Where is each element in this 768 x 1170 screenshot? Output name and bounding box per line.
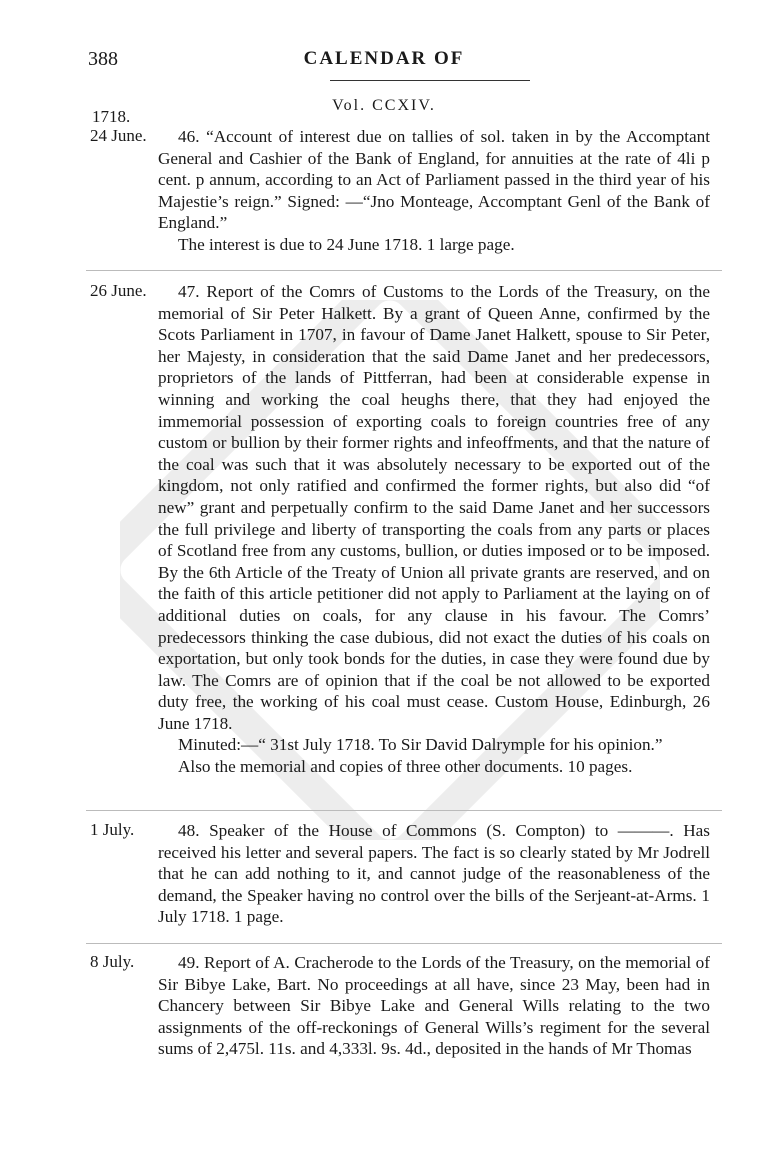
header-rule (330, 80, 530, 81)
entry-body (158, 281, 710, 778)
entry-paragraph: Minuted:—“ 31st July 1718. To Sir David Dalrymple for his opinion.” (178, 735, 663, 755)
entry-date: 8 July. (90, 952, 135, 971)
entry-divider (86, 943, 722, 944)
entry-body (158, 126, 710, 256)
entry-paragraph: The interest is due to 24 June 1718. 1 large page. (178, 234, 515, 254)
entry-paragraph: 46. “Account of interest due on tallies of sol. taken in by the Accomptant General and Cashier of the Bank of England, for annuities at the rate of 4li p cent. p annum, according to an Act of Parliament passed in the third year of his Majestie’s reign.” Signed: —“Jno Monteage, Accomptant Genl of the Bank of England.” (158, 127, 710, 233)
entry-paragraph: 47. Report of the Comrs of Customs to the Lords of the Treasury, on the memorial of Sir Peter Halkett. By a grant of Queen Anne, confirmed by the Scots Parliament in 1707, in favour of Dame Janet Halkett, spouse to Sir Peter, her Majesty, in consideration that the said Dame Janet and her predecessors, proprietors of the lands of Pittferran, had been at considerable expense in winning and working the coal heughs there, that they had enjoyed the immemorial possession of exporting coals to foreign countries free of any custom or bullion by their former rights and infeoffments, and that the nature of the coal was such that it was absolutely necessary to be exported out of the kingdom, not only ratified and confirmed the former rights, but also did “of new” grant and perpetually confirm to the said Dame Janet and her successors the full privilege and liberty of transporting the coals from any parts or places of Scotland free from any customs, bullion, or duties imposed or to be imposed. By the 6th Article of the Treaty of Union all private grants are reserved, and on the faith of this article petitioner did not apply to Parliament at the laying on of additional duties on coals, for any clause in his favour. The Comrs’ predecessors thinking the case dubious, did not exact the duties of his coals on exportation, but only took bonds for the duties, in case they were found due by law. The Comrs are of opinion that if the coal be not allowed to be exported duty free, the working of his coal must cease. Custom House, Edinburgh, 26 June 1718. (158, 282, 710, 733)
entry-paragraph: 48. Speaker of the House of Commons (S. Compton) to ———. Has received his letter and several papers. The fact is so clearly stated by Mr Jodrell that he can add nothing to it, and cannot judge of the reasonableness of the demand, the Speaker having no control over the bills of the Serjeant-at-Arms. 1 July 1718. 1 page. (158, 821, 710, 927)
volume-heading: Vol. CCXIV. (332, 97, 436, 114)
entry-body (158, 952, 710, 1060)
entry-date: 26 June. (90, 281, 147, 300)
page-number: 388 (88, 48, 118, 70)
running-head: CALENDAR OF (303, 48, 465, 69)
entry-date: 1 July. (90, 820, 135, 839)
entry-divider (86, 270, 722, 271)
entry-paragraph: 49. Report of A. Cracherode to the Lords of the Treasury, on the memorial of Sir Bibye Lake, Bart. No proceedings at all have, since 23 May, been had in Chancery between Sir Bibye Lake and General Wills relating to the two assignments of the off-reckonings of General Wills’s regiment for the several sums of 2,475l. 11s. and 4,333l. 9s. 4d., deposited in the hands of Mr Thomas (158, 953, 710, 1059)
entry-date: 24 June. (90, 126, 147, 145)
entry-divider (86, 810, 722, 811)
year-marker: 1718. (92, 107, 131, 126)
entry-paragraph: Also the memorial and copies of three other documents. 10 pages. (178, 757, 633, 777)
entry-body (158, 820, 710, 928)
